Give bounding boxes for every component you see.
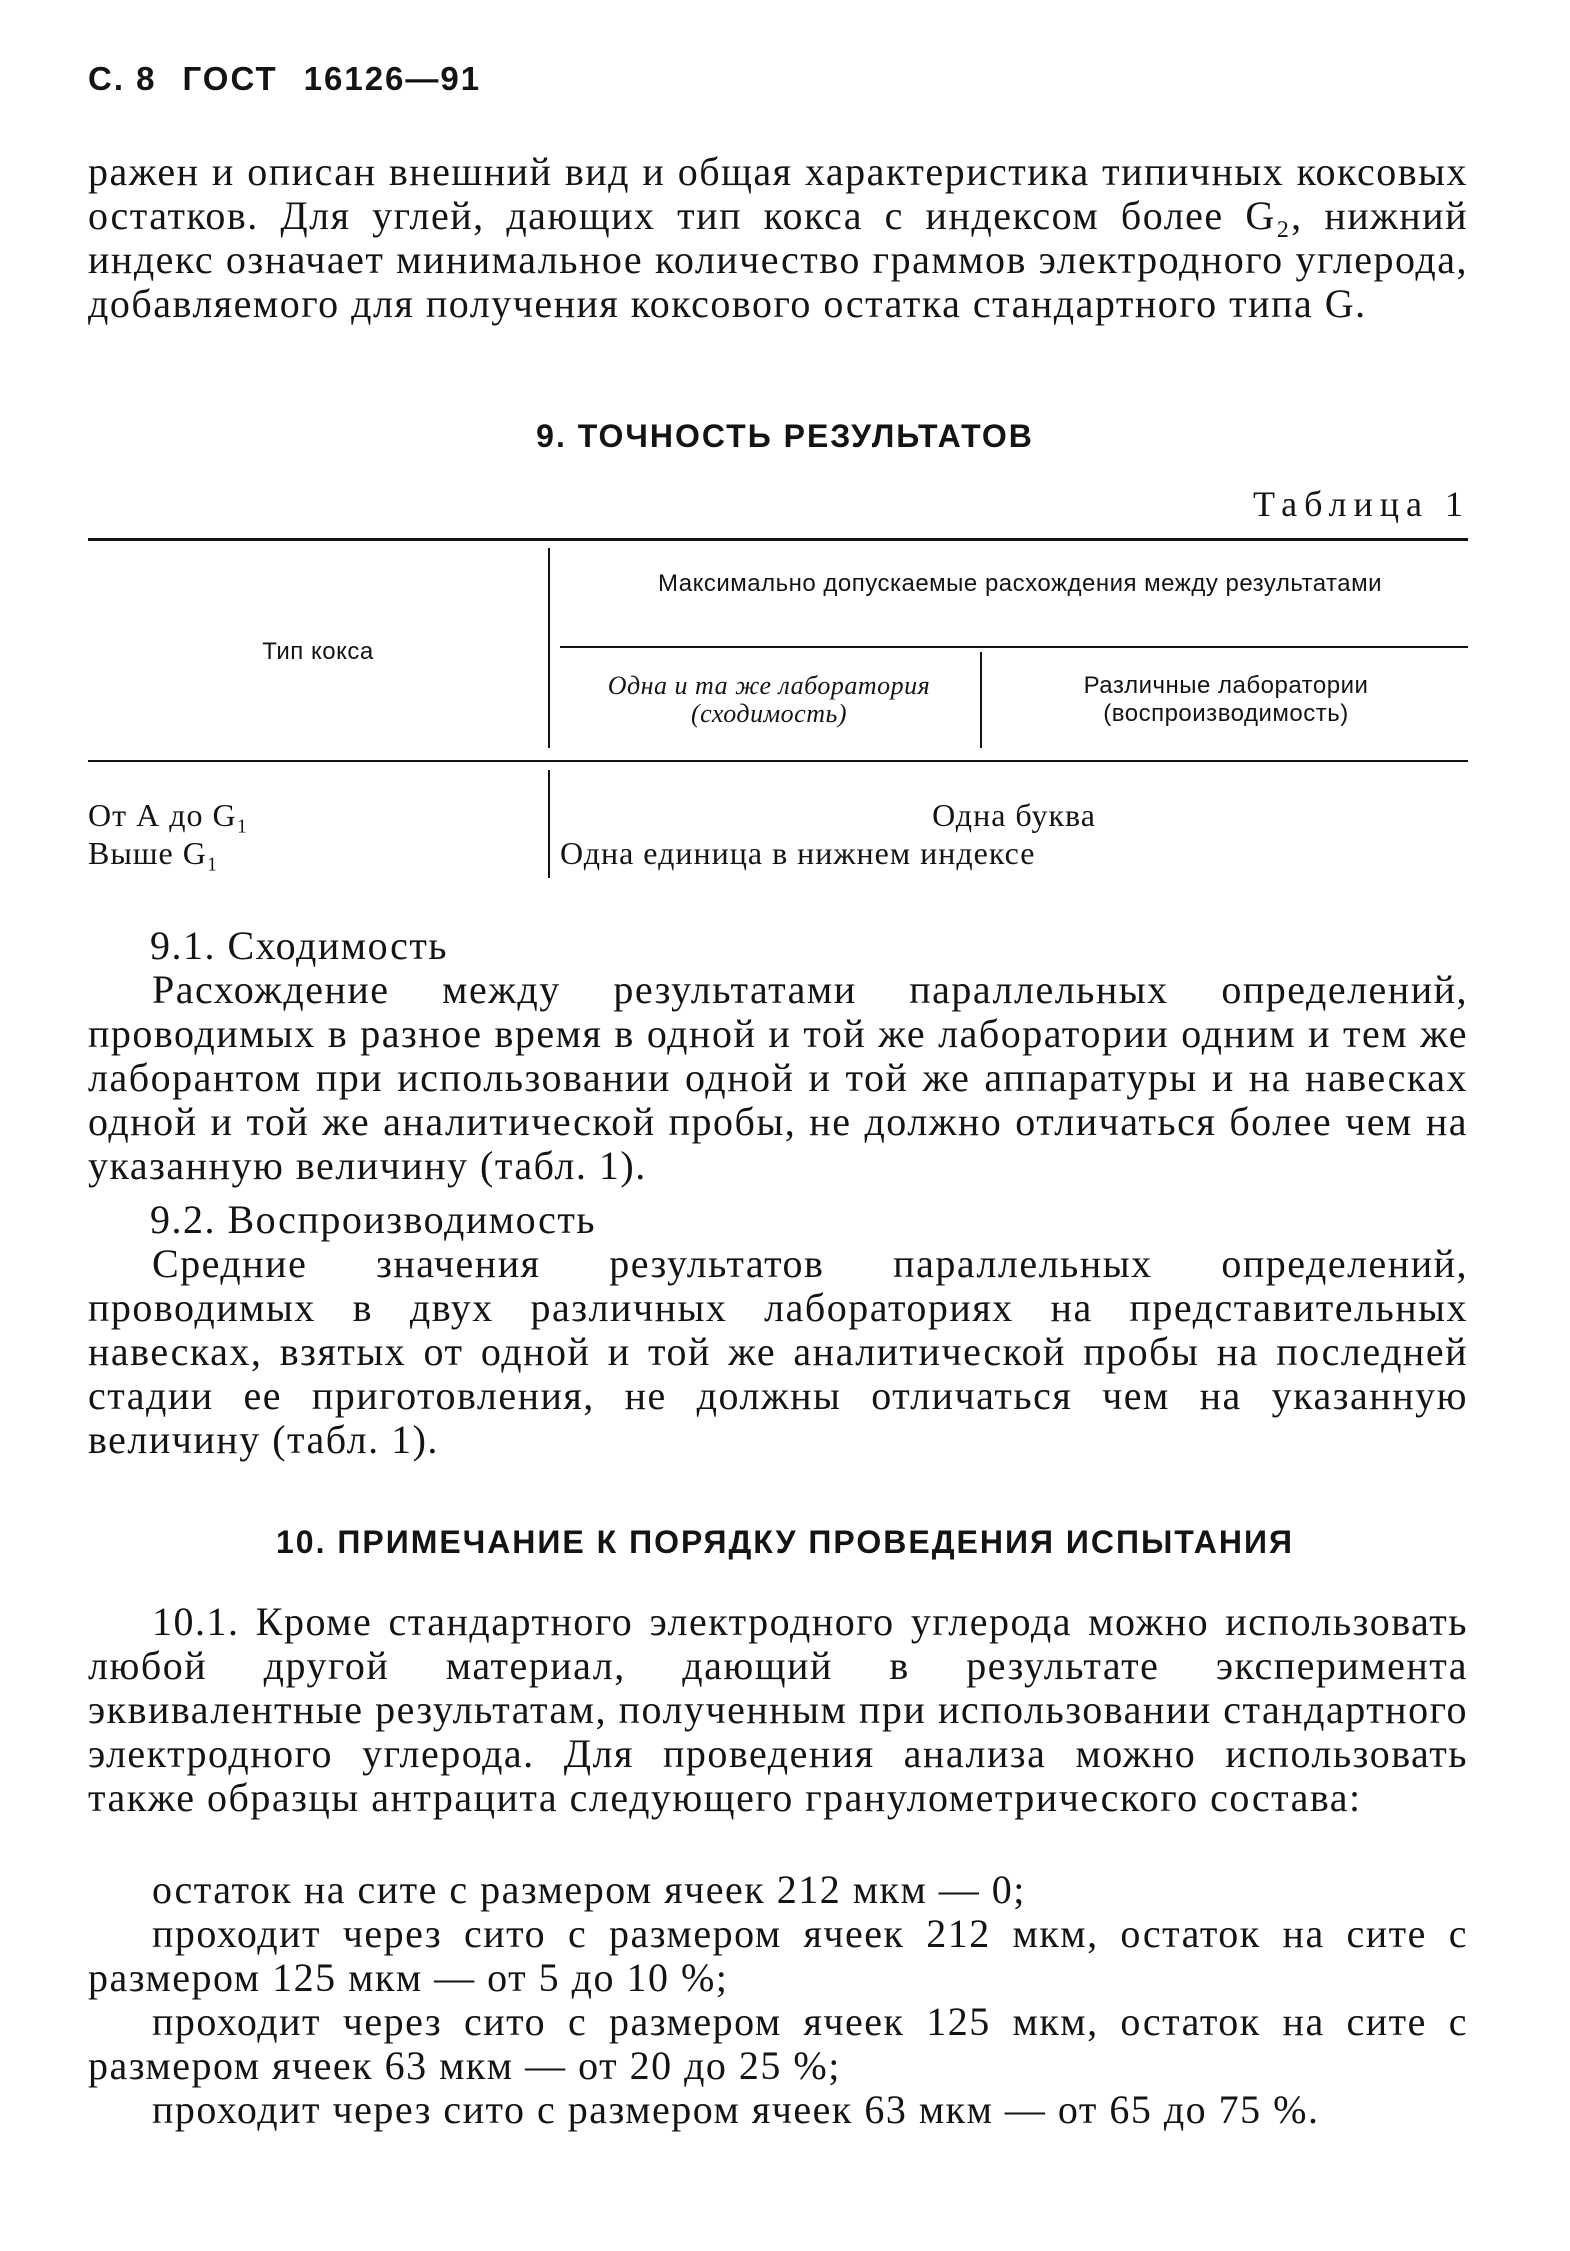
page-header	[88, 60, 507, 98]
col-coke-type: Тип кокса	[262, 638, 374, 665]
list-item: проходит через сито с размером ячеек 63 мкм — от 65 до 75 %.	[152, 2087, 1320, 2132]
standard-name: ГОСТ	[182, 60, 278, 97]
section-9-title: 9. ТОЧНОСТЬ РЕЗУЛЬТАТОВ	[536, 418, 1034, 454]
col-diff-lab	[984, 672, 1468, 728]
subsection-9-2-title: 9.2. Воспроизводимость	[150, 1197, 597, 1242]
page-number: С. 8	[88, 60, 157, 97]
table-vertical-divider	[548, 548, 550, 748]
table-body-divider	[548, 770, 550, 878]
table-row-2-value: Одна единица в нижнем индексе	[560, 835, 1036, 871]
subsection-9-2-text: Средние значения результатов параллельных определений, проводимых в двух различных лабораториях на представительных навесках, взятых от одной и той же аналитической пробы на последней стадии ее приготовления, не должны отличаться чем на указанную величину (табл. 1).	[88, 1241, 1468, 1462]
section-10-title: 10. ПРИМЕЧАНИЕ К ПОРЯДКУ ПРОВЕДЕНИЯ ИСПЫТАНИЯ	[275, 1524, 1295, 1560]
subsection-9-1-text: Расхождение между результатами параллельных определений, проводимых в разное время в одной и той же лаборатории одним и тем же лаборантом при использовании одной и той же аппаратуры и на навесках одной и той же аналитической пробы, не должно отличаться более чем на указанную величину (табл. 1).	[88, 967, 1468, 1188]
list-item: проходит через сито с размером ячеек 125 мкм, остаток на сите с размером ячеек 63 мкм — от 20 до 25 %;	[88, 1999, 1468, 2088]
list-item: проходит через сито с размером ячеек 212 мкм, остаток на сите с размером 125 мкм — от 5 до 10 %;	[88, 1911, 1468, 2000]
table-subcol-divider	[980, 652, 982, 748]
col-same-lab-line2: (сходимость)	[691, 699, 847, 728]
table-row-2-type: Выше G₁	[88, 835, 219, 871]
col-diff-lab-line1: Различные лаборатории	[1083, 672, 1369, 699]
col-diff-lab-line2: (воспроизводимость)	[1103, 700, 1349, 727]
col-same-lab-line1: Одна и та же лаборатория	[607, 671, 931, 700]
table-label: Таблица 1	[1253, 484, 1470, 524]
table-header-subdivider	[560, 646, 1468, 648]
intro-paragraph: ражен и описан внешний вид и общая характеристика типичных коксовых остатков. Для углей, дающих тип кокса с индексом более G₂, нижний индекс означает минимальное количество граммов электродного углерода, добавляемого для получения коксового остатка стандартного типа G.	[88, 149, 1468, 326]
table-top-border	[88, 538, 1468, 541]
col-max-discrepancy: Максимально допускаемые расхождения между результатами	[657, 570, 1383, 597]
table-header-bottom-border	[88, 760, 1468, 762]
subsection-10-1-text: 10.1. Кроме стандартного электродного углерода можно использовать любой другой материал, дающий в результате эксперимента эквивалентные результатам, полученным при использовании стандартного электродного углерода. Для проведения анализа можно использовать также образцы антрацита следующего гранулометрического состава:	[88, 1599, 1468, 1820]
table-row-1-type: От А до G₁	[88, 797, 249, 833]
list-item: остаток на сите с размером ячеек 212 мкм — 0;	[152, 1867, 1026, 1912]
table-row-1-value: Одна буква	[932, 797, 1096, 833]
subsection-9-1-title: 9.1. Сходимость	[150, 923, 449, 968]
standard-number: 16126—91	[303, 60, 482, 97]
col-same-lab	[560, 672, 978, 728]
